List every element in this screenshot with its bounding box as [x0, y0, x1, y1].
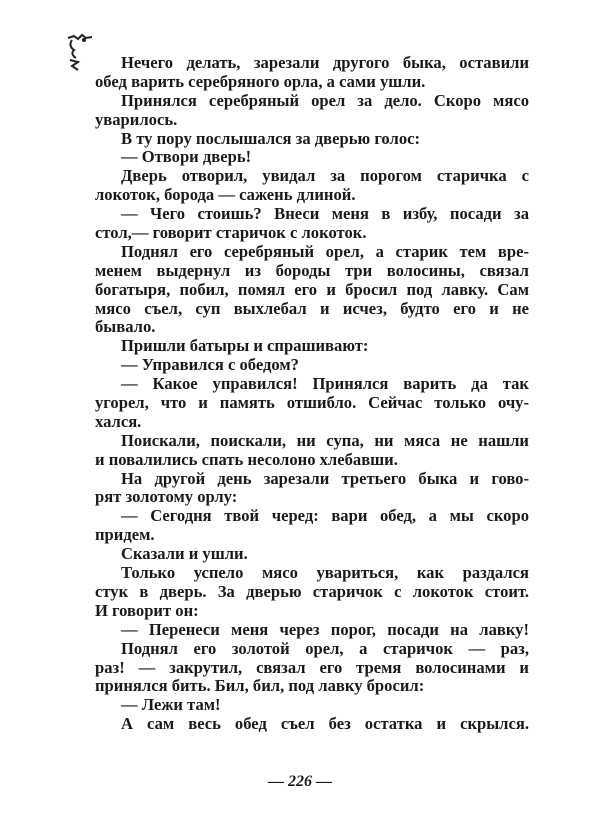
text-line: раз! — закрутил, связал его тремя волосинами и: [95, 657, 529, 677]
text-line: Только успело мясо увариться, как раздался: [121, 563, 529, 583]
text-line: хался.: [95, 411, 142, 431]
text-line: и повалились спать несолоно хлебавши.: [95, 449, 398, 469]
page-number: — 226 —: [268, 773, 332, 790]
text-line: угорел, что и память отшибло. Сейчас только очу-: [95, 393, 529, 413]
text-line: Нечего делать, зарезали другого быка, оставили: [121, 53, 529, 72]
text-line: — Сегодня твой черед: вари обед, а мы скоро: [121, 506, 529, 526]
text-line: — Отвори дверь!: [121, 147, 252, 167]
text-line: А сам весь обед съел без остатка и скрылся.: [121, 714, 529, 734]
text-line: стук в дверь. За дверью старичок с локоток стоит.: [95, 581, 529, 601]
text-line: бывало.: [95, 317, 156, 337]
body-text: [95, 54, 529, 734]
text-line: — Чего стоишь? Внеси меня в избу, посади за: [121, 204, 529, 224]
text-line: рят золотому орлу:: [95, 487, 238, 507]
text-line: Поискали, поискали, ни супа, ни мяса не нашли: [121, 430, 529, 450]
text-line: Поднял его золотой орел, а старичок — раз,: [121, 638, 529, 658]
text-line: менем выдернул из бороды три волосины, связал: [95, 260, 529, 280]
text-line: — Перенеси меня через порог, посади на лавку!: [121, 619, 529, 639]
text-line: — Какое управился! Принялся варить да так: [121, 374, 529, 394]
text-line: — Лежи там!: [121, 695, 221, 715]
text-line: На другой день зарезали третьего быка и гово-: [121, 468, 529, 488]
text-line: Принялся серебряный орел за дело. Скоро мясо: [121, 90, 529, 110]
text-line: обед варить серебряного орла, а сами ушли.: [95, 71, 426, 91]
text-line: Поднял его серебряный орел, а старик тем вре-: [121, 241, 529, 261]
text-line: принялся бить. Бил, бил, под лавку бросил:: [95, 676, 425, 696]
text-line: мясо съел, суп выхлебал и исчез, будто его и не: [95, 298, 529, 318]
text-line: Дверь отворил, увидал за порогом старичка с: [121, 166, 529, 186]
text-line: придем.: [95, 525, 155, 545]
text-line: Пришли батыры и спрашивают:: [121, 336, 369, 356]
text-line: локоток, борода — сажень длиной.: [95, 185, 356, 205]
text-line: — Управился с обедом?: [121, 355, 299, 375]
text-line: богатыря, побил, помял его и бросил под лавку. Сам: [95, 279, 529, 299]
ornament-icon: [62, 32, 96, 74]
text-line: уварилось.: [95, 109, 178, 129]
text-line: стол,— говорит старичок с локоток.: [95, 223, 367, 243]
text-line: И говорит он:: [95, 600, 199, 620]
text-line: В ту пору послышался за дверью голос:: [121, 128, 421, 148]
text-line: Сказали и ушли.: [121, 544, 248, 564]
